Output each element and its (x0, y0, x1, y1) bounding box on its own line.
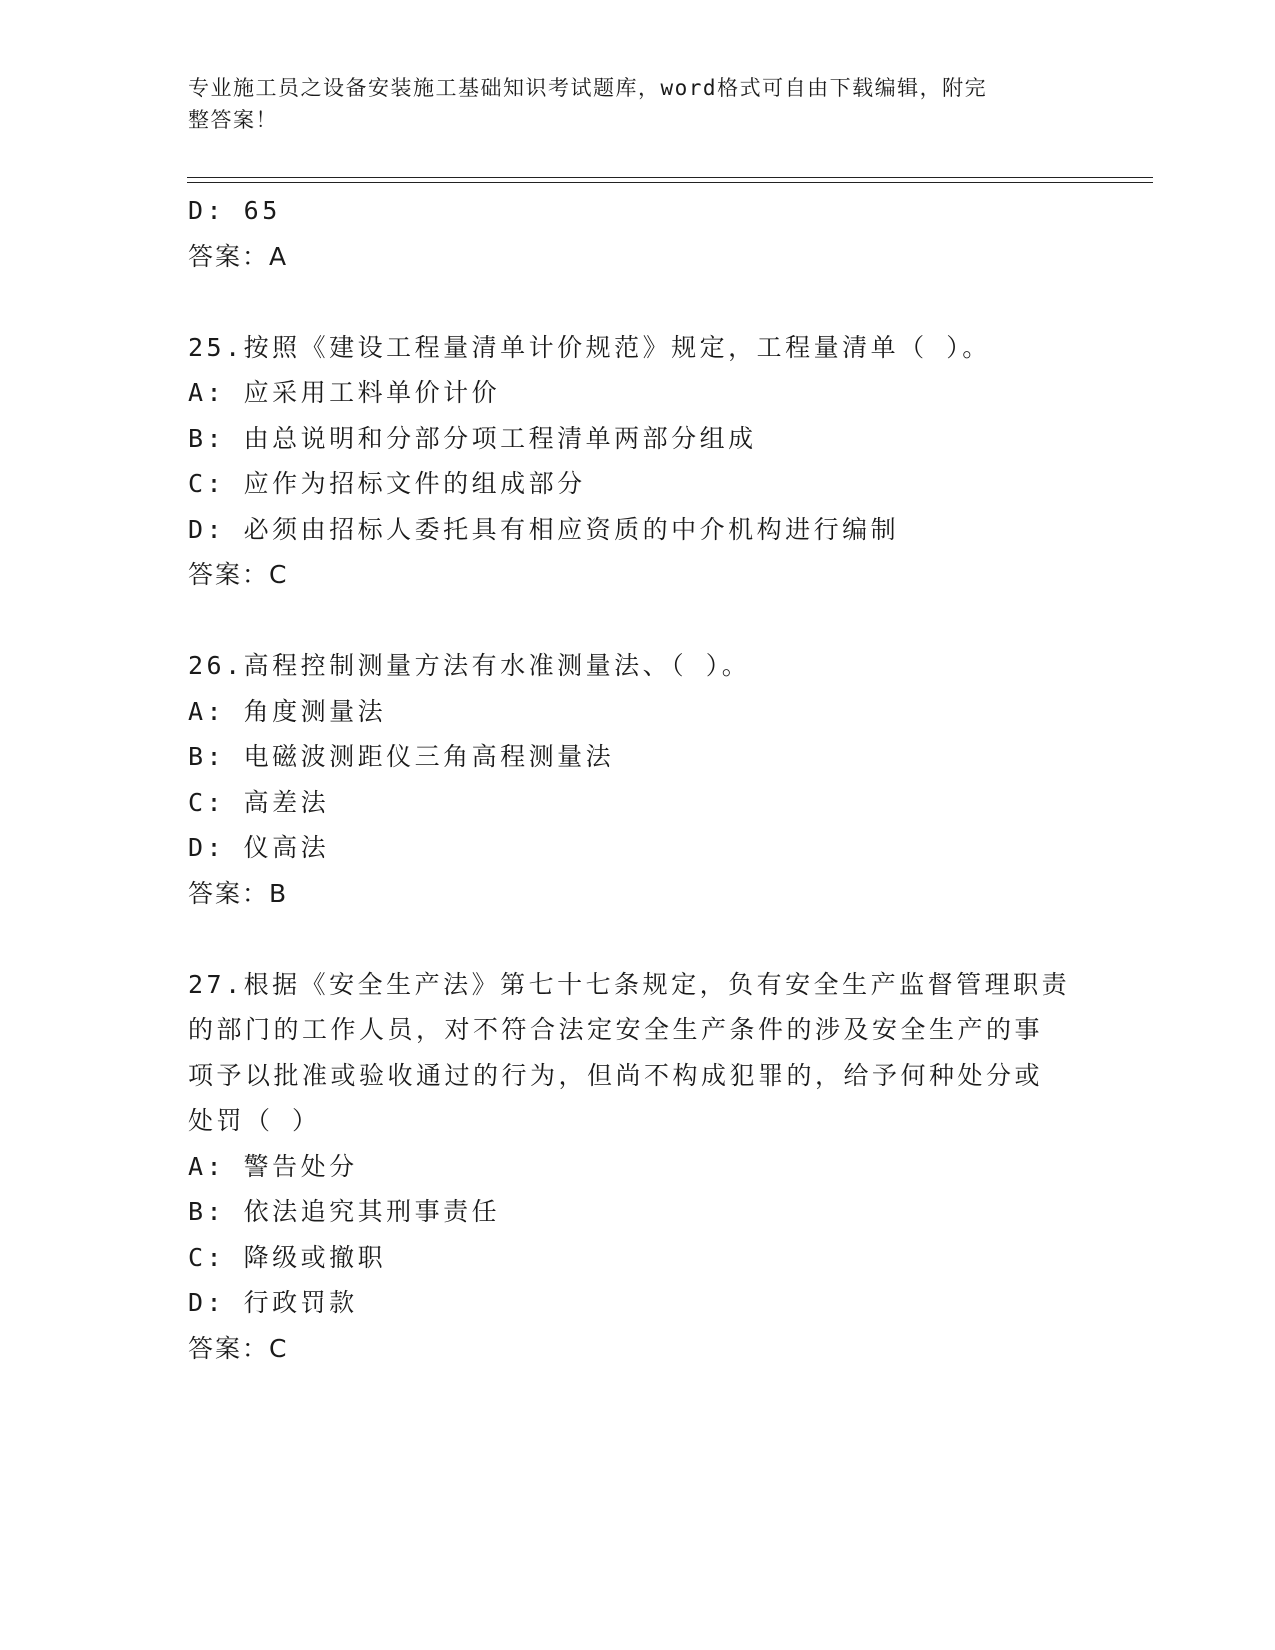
spacer (188, 598, 1088, 644)
question-stem (188, 962, 1088, 1144)
option-c: C: 高差法 (188, 787, 330, 817)
question-25 (188, 325, 1088, 598)
spacer (188, 279, 1088, 325)
spacer (188, 916, 1088, 962)
header-rule-bottom (187, 182, 1153, 183)
answer: 答案：C (188, 1333, 289, 1363)
header-line-2: 整答案！ (188, 108, 278, 132)
option-d: D: 仪高法 (188, 833, 330, 862)
option-d: D: 行政罚款 (188, 1288, 358, 1317)
question-27 (188, 962, 1088, 1372)
option-b: B: 依法追究其刑事责任 (188, 1197, 501, 1226)
question-stem-line: 27.根据《安全生产法》第七十七条规定，负有安全生产监督管理职责 (188, 969, 1071, 999)
header-rule-top (187, 177, 1153, 178)
option-c: C: 应作为招标文件的组成部分 (188, 469, 586, 498)
header-line-1: 专业施工员之设备安装施工基础知识考试题库，word格式可自由下载编辑，附完 (188, 76, 988, 100)
option-a: A: 应采用工料单价计价 (188, 378, 501, 407)
option-d: D: 必须由招标人委托具有相应资质的中介机构进行编制 (188, 514, 900, 544)
option-a: A: 警告处分 (188, 1151, 358, 1181)
question-stem-line: 的部门的工作人员，对不符合法定安全生产条件的涉及安全生产的事 (188, 1015, 1044, 1044)
question-stem-line: 项予以批准或验收通过的行为，但尚不构成犯罪的，给予何种处分或 (188, 1060, 1044, 1090)
question-stem: 25.按照《建设工程量清单计价规范》规定，工程量清单（ ）。 (188, 332, 991, 362)
question-26 (188, 643, 1088, 916)
answer: 答案：A (188, 241, 289, 271)
question-24-tail (188, 188, 1088, 279)
question-stem-line: 处罚（ ） (188, 1106, 321, 1135)
question-list (188, 188, 1088, 1371)
answer: 答案：C (188, 560, 289, 589)
page-header (188, 72, 1068, 136)
option-b: B: 电磁波测距仪三角高程测量法 (188, 742, 615, 771)
answer: 答案：B (188, 878, 289, 908)
option-d: D: 65 (188, 196, 281, 225)
option-c: C: 降级或撤职 (188, 1242, 387, 1272)
question-stem: 26.高程控制测量方法有水准测量法、（ ）。 (188, 651, 751, 680)
option-b: B: 由总说明和分部分项工程清单两部分组成 (188, 423, 757, 453)
option-a: A: 角度测量法 (188, 696, 387, 726)
